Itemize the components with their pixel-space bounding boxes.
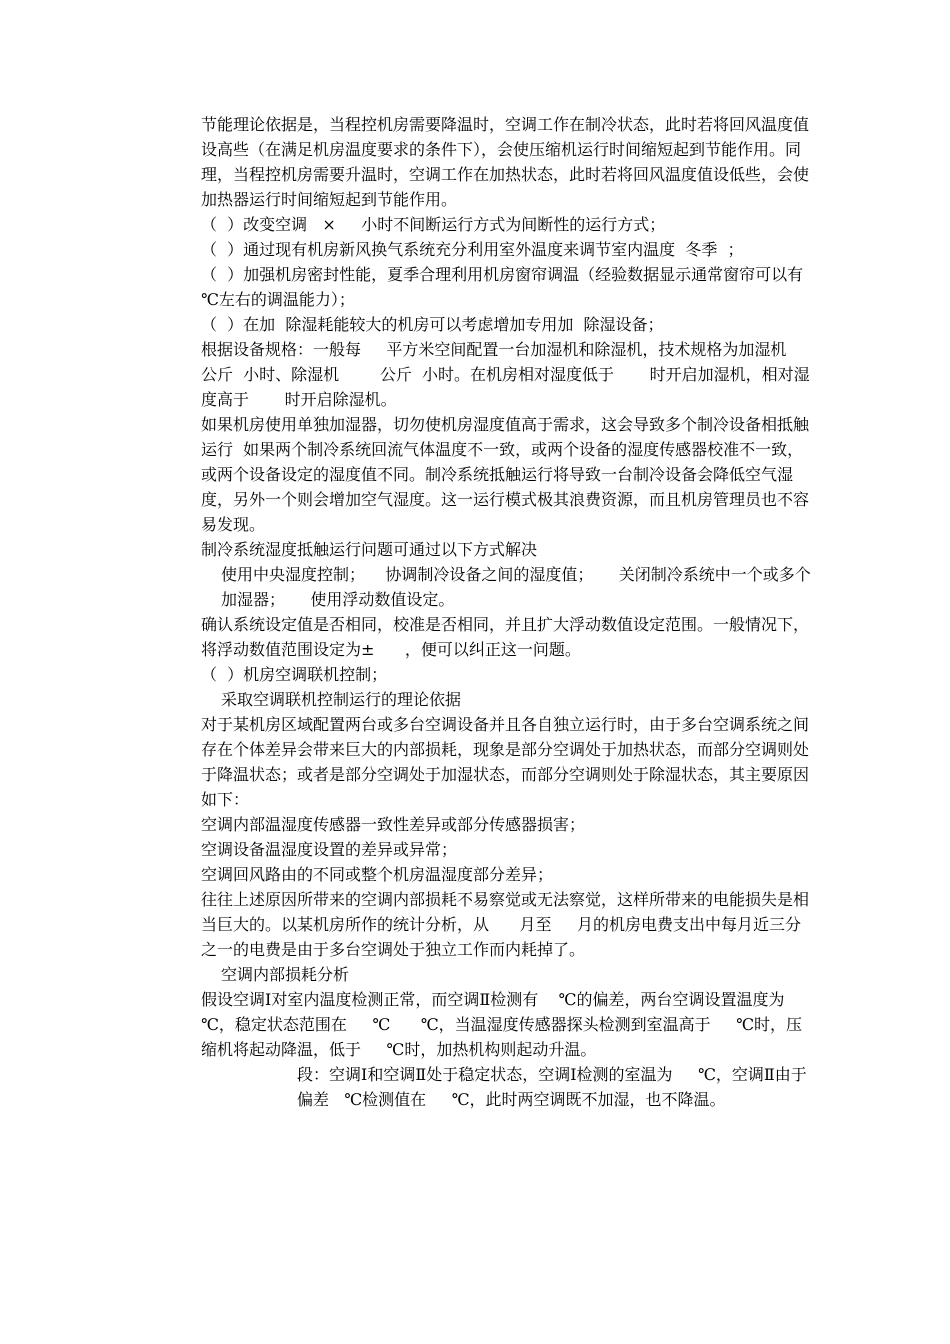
paragraph-energy-loss-statistics: 往往上述原因所带来的空调内部损耗不易察觉或无法察觉，这样所带来的电能损失是相当巨大的。以某机房所作的统计分析，从 月至 月的机房电费支出中每月近三分之一的电费是由于多台空调处于独立工作而内耗掉了。 bbox=[201, 890, 810, 959]
list-item-setting-differences: 空调设备温湿度设置的差异或异常； bbox=[201, 840, 458, 859]
list-item-room-sealing: （ ）加强机房密封性能，夏季合理利用机房窗帘调温（经验数据显示通常窗帘可以有 ℃左右的调温能力）； bbox=[201, 265, 829, 309]
list-item-fresh-air-system: （ ）通过现有机房新风换气系统充分利用室外温度来调节室内温度 冬季 ； bbox=[201, 240, 744, 259]
list-item-linked-control: （ ）机房空调联机控制； bbox=[201, 665, 388, 684]
paragraph-conflict-solution-heading: 制冷系统湿度抵触运行问题可通过以下方式解决 bbox=[201, 540, 538, 559]
list-item-intermittent-operation: （ ）改变空调 × 小时不间断运行方式为间断性的运行方式； bbox=[201, 215, 666, 234]
paragraph-internal-loss: 对于某机房区域配置两台或多台空调设备并且各自独立运行时，由于多台空调系统之间存在个体差异会带来巨大的内部损耗，现象是部分空调处于加热状态，而部分空调则处于降温状态；或者是部分空调处于加湿状态，而部分空调则处于除湿状态，其主要原因如下： bbox=[201, 715, 810, 809]
list-item-return-air-differences: 空调回风路由的不同或整个机房温湿度部分差异； bbox=[201, 865, 554, 884]
subheading-linked-control-basis: 采取空调联机控制运行的理论依据 bbox=[221, 690, 462, 709]
paragraph-confirm-settings: 确认系统设定值是否相同，校准是否相同，并且扩大浮动数值设定范围。一般情况下，将浮动数值范围设定为± ，便可以纠正这一问题。 bbox=[201, 615, 810, 659]
paragraph-energy-saving-basis: 节能理论依据是，当程控机房需要降温时，空调工作在制冷状态，此时若将回风温度值设高些（在满足机房温度要求的条件下），会使压缩机运行时间缩短起到节能作用。同理，当程控机房需要升温时，空调工作在加热状态，此时若将回风温度值设低些，会使加热器运行时间缩短起到节能作用。 bbox=[201, 115, 810, 209]
paragraph-assumption: 假设空调Ⅰ对室内温度检测正常，而空调Ⅱ检测有 ℃的偏差，两台空调设置温度为 ℃，稳定状态范围在 ℃ ℃，当温湿度传感器探头检测到室温高于 ℃时，压缩机将起动降温，低于 ℃时，加热机构则起动升温。 bbox=[201, 990, 810, 1059]
paragraph-humidifier-conflict: 如果机房使用单独加湿器，切勿使机房湿度值高于需求，这会导致多个制冷设备相抵触运行 如果两个制冷系统回流气体温度不一致，或两个设备的湿度传感器校准不一致，或两个设备设定的湿度值不同。制冷系统抵触运行将导致一台制冷设备会降低空气湿度，另外一个则会增加空气湿度。这一运行模式极其浪费资源，而且机房管理员也不容易发现。 bbox=[201, 415, 810, 534]
paragraph-equipment-specs: 根据设备规格：一般每 平方米空间配置一台加湿机和除湿机，技术规格为加湿机 公斤 小时、除湿机 公斤 小时。在机房相对湿度低于 时开启加湿机，相对湿度高于 时开启除湿机。 bbox=[201, 340, 828, 409]
list-item-sensor-differences: 空调内部温湿度传感器一致性差异或部分传感器损害； bbox=[201, 815, 586, 834]
list-item-dedicated-humidity-equipment: （ ）在加 除湿耗能较大的机房可以考虑增加专用加 除湿设备； bbox=[201, 315, 664, 334]
paragraph-stage-description: 段：空调Ⅰ和空调Ⅱ处于稳定状态，空调Ⅰ检测的室温为 ℃，空调Ⅱ由于偏差 ℃检测值在 ℃，此时两空调既不加湿，也不降温。 bbox=[297, 1065, 807, 1109]
document-body bbox=[201, 112, 829, 1112]
paragraph-solution-methods: 使用中央湿度控制； 协调制冷设备之间的湿度值； 关闭制冷系统中一个或多个加湿器； 使用浮动数值设定。 bbox=[221, 565, 811, 609]
subheading-internal-loss-analysis: 空调内部损耗分析 bbox=[221, 965, 350, 984]
